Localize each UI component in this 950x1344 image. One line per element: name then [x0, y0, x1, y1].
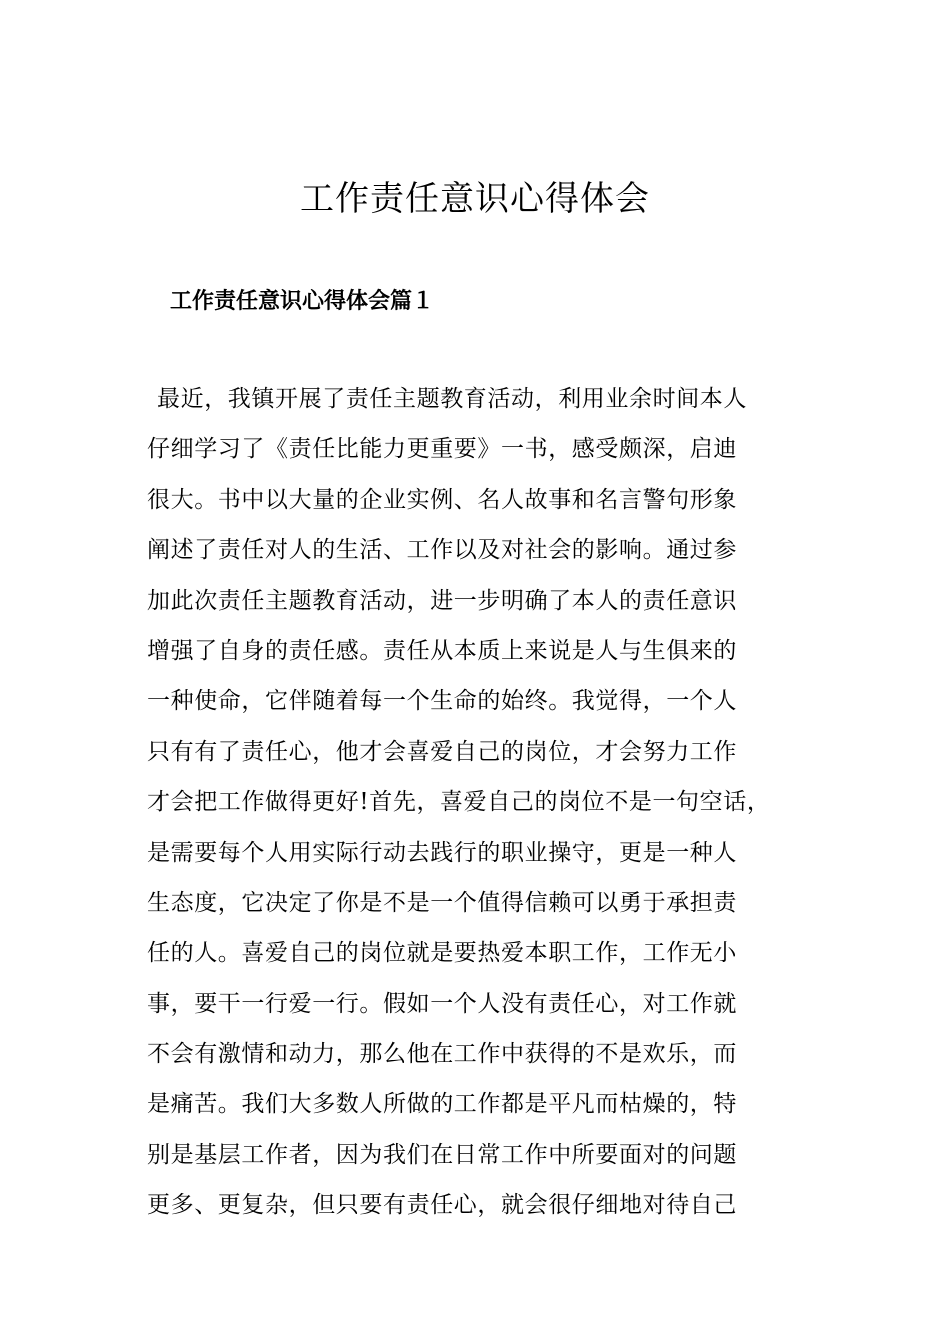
paragraph-line: 更多、更复杂，但只要有责任心，就会很仔细地对待自己: [147, 1192, 737, 1219]
paragraph-line: 别是基层工作者，因为我们在日常工作中所要面对的问题: [147, 1141, 737, 1168]
paragraph-line: 加此次责任主题教育活动，进一步明确了本人的责任意识: [147, 587, 737, 614]
paragraph-line: 一种使命，它伴随着每一个生命的始终。我觉得，一个人: [147, 688, 737, 715]
body-paragraph: [147, 378, 837, 1235]
paragraph-line: 阐述了责任对人的生活、工作以及对社会的影响。通过参: [147, 537, 737, 564]
paragraph-line: 是痛苦。我们大多数人所做的工作都是平凡而枯燥的，特: [147, 1091, 737, 1118]
paragraph-line: 任的人。喜爱自己的岗位就是要热爱本职工作，工作无小: [147, 940, 737, 967]
paragraph-line: 增强了自身的责任感。责任从本质上来说是人与生俱来的: [147, 637, 737, 664]
paragraph-line: 很大。书中以大量的企业实例、名人故事和名言警句形象: [147, 486, 737, 513]
paragraph-line: 生态度，它决定了你是不是一个值得信赖可以勇于承担责: [147, 889, 737, 916]
paragraph-line: 仔细学习了《责任比能力更重要》一书，感受颇深，启迪: [147, 436, 737, 463]
paragraph-line: 才会把工作做得更好!首先，喜爱自己的岗位不是一句空话，: [147, 789, 771, 816]
paragraph-line: 不会有激情和动力，那么他在工作中获得的不是欢乐，而: [147, 1041, 737, 1068]
paragraph-line: 只有有了责任心，他才会喜爱自己的岗位，才会努力工作: [147, 738, 737, 765]
paragraph-line: 事，要干一行爱一行。假如一个人没有责任心，对工作就: [147, 990, 737, 1017]
paragraph-line: 是需要每个人用实际行动去践行的职业操守，更是一种人: [147, 839, 737, 866]
section-heading: 工作责任意识心得体会篇１: [170, 288, 435, 314]
document-title: 工作责任意识心得体会: [300, 179, 650, 219]
paragraph-line: 最近，我镇开展了责任主题教育活动，利用业余时间本人: [157, 386, 747, 412]
